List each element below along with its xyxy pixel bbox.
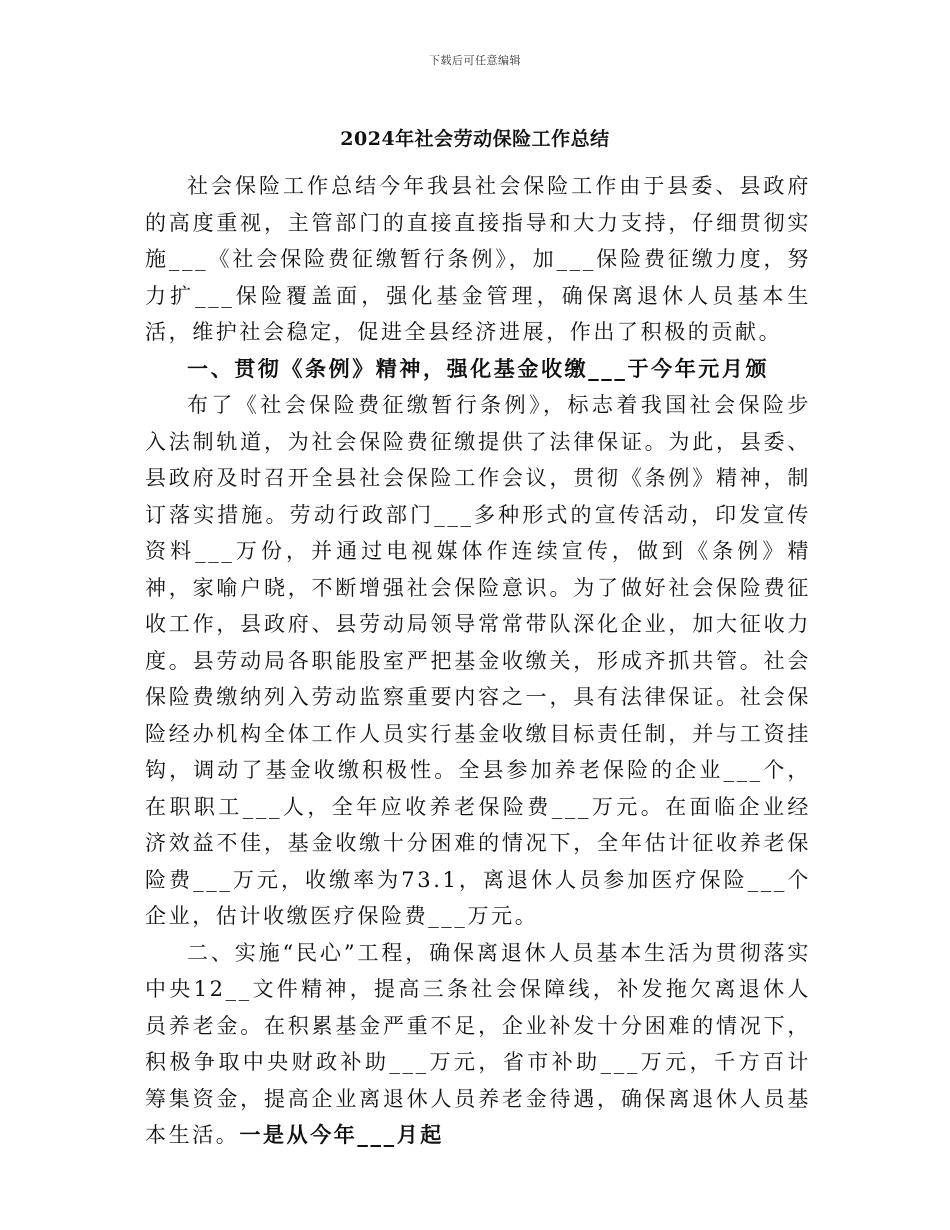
page-header: 下载后可任意编辑: [429, 54, 521, 67]
document-title: 2024年社会劳动保险工作总结: [340, 128, 610, 150]
paragraph-section-2: [145, 935, 811, 1154]
paragraph-section-2-text: 二、实施“民心”工程，确保离退休人员基本生活为贯彻落实中央12__文件精神，提高三条社会保障线，补发拖欠离退休人员养老金。在积累基金严重不足，企业补发十分困难的情况下，积极争取中央财政补助___万元，省市补助___万元，千方百计筹集资金，提高企业离退休人员养老金待遇，确保离退休人员基本生活。: [145, 940, 811, 1147]
section-heading-1: 一、贯彻《条例》精神，强化基金收缴___于今年元月颁: [187, 355, 770, 381]
trailing-bold-text: 一是从今年___月起: [239, 1122, 444, 1147]
paragraph-intro: 社会保险工作总结今年我县社会保险工作由于县委、县政府的高度重视，主管部门的直接直接指导和大力支持，仔细贯彻实施___《社会保险费征缴暂行条例》，加___保险费征缴力度，努力扩___保险覆盖面，强化基金管理，确保离退休人员基本生活，维护社会稳定，促进全县经济进展，作出了积极的贡献。: [145, 174, 811, 344]
document-body: [145, 168, 811, 1154]
paragraph-section-1: 布了《社会保险费征缴暂行条例》，标志着我国社会保险步入法制轨道，为社会保险费征缴提供了法律保证。为此，县委、县政府及时召开全县社会保险工作会议，贯彻《条例》精神，制订落实措施。劳动行政部门___多种形式的宣传活动，印发宣传资料___万份，并通过电视媒体作连续宣传，做到《条例》精神，家喻户晓，不断增强社会保险意识。为了做好社会保险费征收工作，县政府、县劳动局领导常常带队深化企业，加大征收力度。县劳动局各职能股室严把基金收缴关，形成齐抓共管。社会保险费缴纳列入劳动监察重要内容之一，具有法律保证。社会保险经办机构全体工作人员实行基金收缴目标责任制，并与工资挂钩，调动了基金收缴积极性。全县参加养老保险的企业___个，在职职工___人，全年应收养老保险费___万元。在面临企业经济效益不佳，基金收缴十分困难的情况下，全年估计征收养老保险费___万元，收缴率为73.1，离退休人员参加医疗保险___个企业，估计收缴医疗保险费___万元。: [145, 393, 811, 928]
